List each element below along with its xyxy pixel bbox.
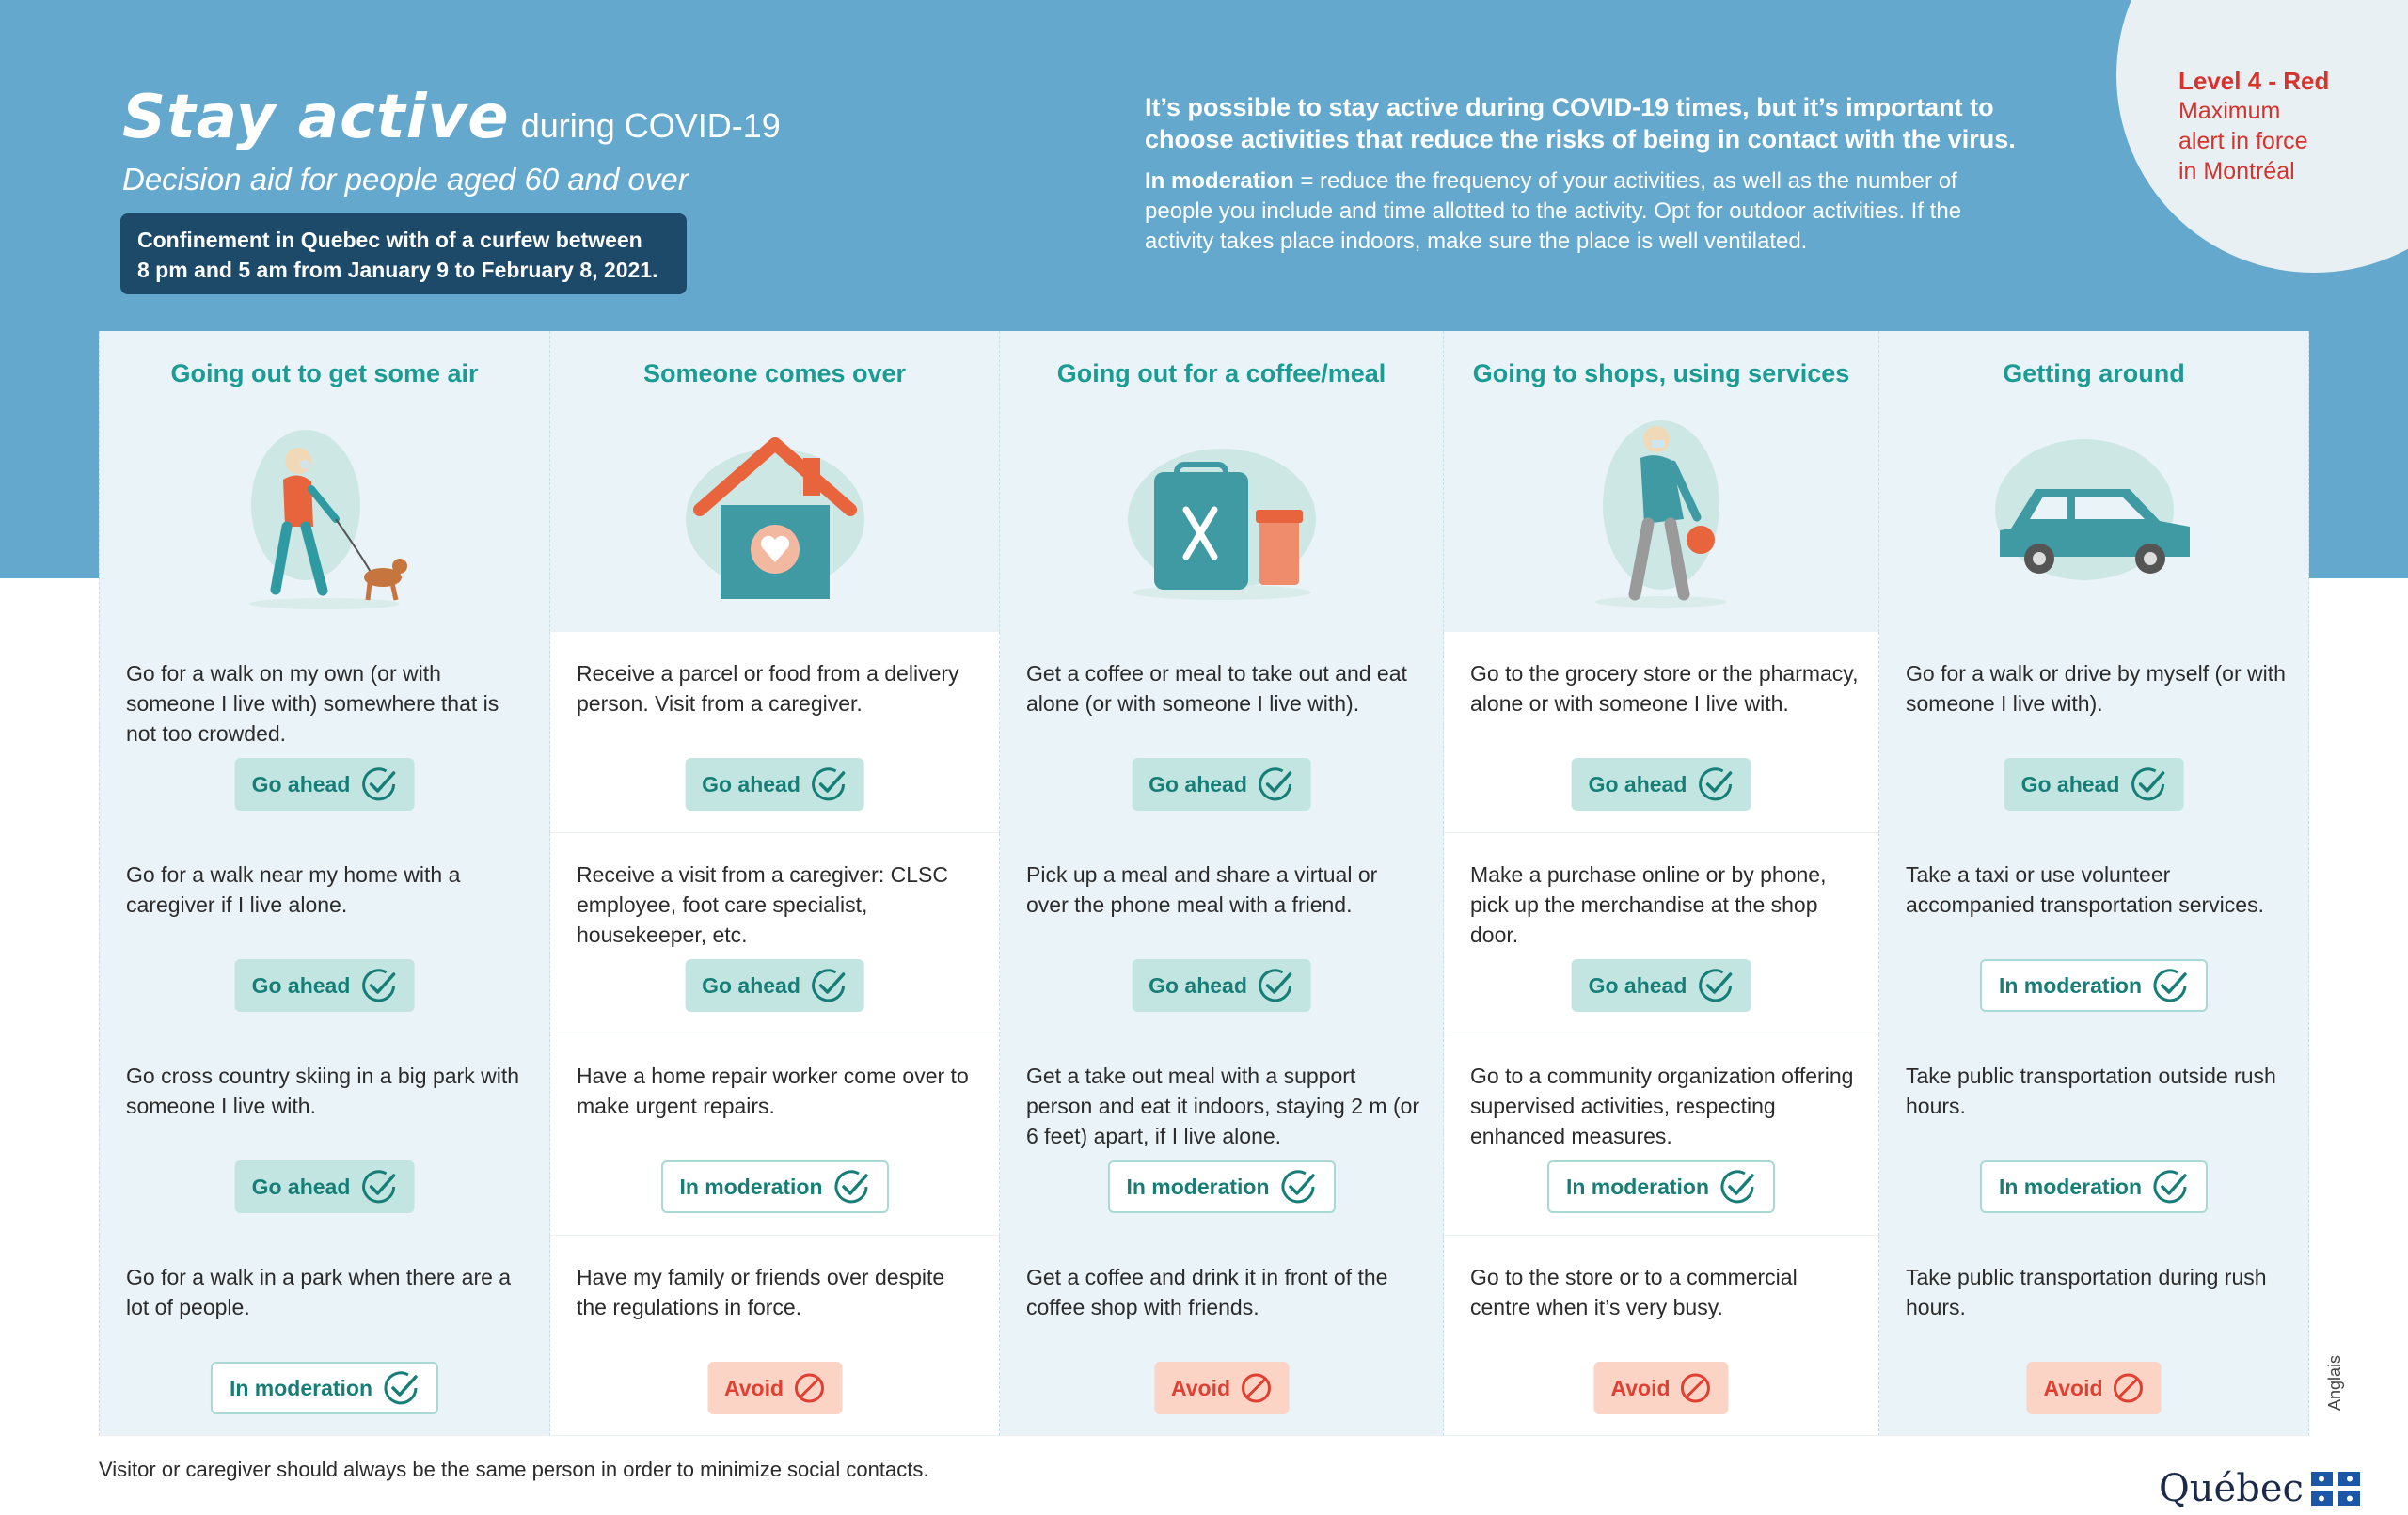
intro-block	[1145, 91, 2029, 257]
activity-text: Go for a walk in a park when there are a lot of people.	[126, 1265, 512, 1319]
check-circle-icon	[1719, 1168, 1756, 1206]
title-main: Stay active	[122, 83, 510, 152]
badge-label: Go ahead	[251, 972, 351, 998]
check-circle-icon	[832, 1168, 870, 1206]
badge-label: Avoid	[1170, 1375, 1231, 1400]
column-header	[99, 331, 550, 632]
check-circle-icon	[810, 967, 848, 1004]
go-ahead-badge	[1132, 959, 1311, 1012]
badge-label: Avoid	[2043, 1375, 2103, 1400]
activity-text: Make a purchase online or by phone, pick up the merchandise at the shop door.	[1470, 862, 1827, 947]
activity-text: Receive a visit from a caregiver: CLSC employee, foot care specialist, housekeeper, etc.	[577, 862, 948, 947]
column-header	[1000, 331, 1444, 632]
alert-level-line: Maximum	[2178, 98, 2281, 124]
activity-text: Go for a walk or drive by myself (or with someone I live with).	[1906, 661, 2286, 716]
badge-label: In moderation	[229, 1375, 373, 1400]
takeout-bag-coffee-icon	[1000, 416, 1443, 613]
check-circle-icon	[1279, 1168, 1317, 1206]
activity-cell	[99, 833, 550, 1034]
badge-label: In moderation	[1565, 1174, 1710, 1199]
badge-label: Go ahead	[251, 1174, 351, 1199]
activity-text: Pick up a meal and share a virtual or over the phone meal with a friend.	[1026, 862, 1378, 917]
avoid-badge	[707, 1362, 842, 1414]
check-circle-icon	[1257, 967, 1294, 1004]
activity-cell	[1879, 833, 2309, 1034]
go-ahead-badge	[685, 758, 864, 811]
activity-text: Take public transportation during rush hours.	[1906, 1265, 2267, 1319]
activity-text: Go cross country skiing in a big park with someone I live with.	[126, 1064, 520, 1118]
alert-level-title: Level 4 - Red	[2178, 67, 2330, 95]
badge-label: In moderation	[1126, 1174, 1270, 1199]
title-tail: during COVID-19	[520, 106, 781, 145]
page-subtitle: Decision aid for people aged 60 and over	[122, 162, 689, 197]
check-circle-icon	[810, 765, 848, 803]
activity-text: Get a coffee or meal to take out and eat alone (or with someone I live with).	[1026, 661, 1407, 716]
badge-label: Go ahead	[1588, 972, 1687, 998]
activity-text: Go to a community organization offering supervised activities, respecting enhanced measures.	[1470, 1064, 1854, 1148]
avoid-icon	[793, 1372, 825, 1404]
badge-label: Avoid	[723, 1375, 784, 1400]
activity-cell	[1879, 1236, 2309, 1436]
avoid-badge	[1593, 1362, 1728, 1414]
footnote: Visitor or caregiver should always be the same person in order to minimize social contacts.	[99, 1458, 929, 1481]
column-title: Going out to get some air	[170, 359, 479, 387]
activity-grid	[99, 331, 2309, 1436]
column-title: Going to shops, using services	[1472, 359, 1850, 387]
activity-cell	[1879, 1034, 2309, 1236]
go-ahead-badge	[685, 959, 864, 1012]
avoid-icon	[1240, 1372, 1272, 1404]
car-icon	[1879, 416, 2308, 613]
moderation-definition	[1145, 166, 2029, 257]
badge-label: Go ahead	[2020, 771, 2120, 797]
badge-label: Go ahead	[702, 771, 800, 797]
activity-text: Take a taxi or use volunteer accompanied transportation services.	[1906, 862, 2264, 917]
activity-cell	[1000, 1236, 1444, 1436]
check-circle-icon	[2151, 1168, 2189, 1206]
go-ahead-badge	[2004, 758, 2184, 811]
avoid-badge	[1154, 1362, 1289, 1414]
activity-text: Go to the store or to a commercial centre when it’s very busy.	[1470, 1265, 1798, 1319]
activity-cell	[1000, 833, 1444, 1034]
check-circle-icon	[382, 1369, 420, 1407]
curfew-line: 8 pm and 5 am from January 9 to February 8, 2021.	[137, 258, 658, 282]
activity-cell	[550, 632, 1000, 833]
quebec-flag-icon	[2311, 1472, 2360, 1506]
activity-text: Get a take out meal with a support person and eat it indoors, staying 2 m (or 6 feet) apart, if I live alone.	[1026, 1064, 1420, 1148]
check-circle-icon	[1696, 967, 1734, 1004]
activity-cell	[1000, 632, 1444, 833]
curfew-notice	[120, 213, 687, 294]
alert-level-line: in Montréal	[2178, 158, 2295, 184]
check-circle-icon	[2129, 765, 2166, 803]
activity-cell	[1000, 1034, 1444, 1236]
column-title: Getting around	[2003, 359, 2185, 387]
check-circle-icon	[359, 1168, 397, 1206]
alert-level-line: alert in force	[2178, 128, 2308, 154]
activity-cell	[550, 1034, 1000, 1236]
curfew-line: Confinement in Quebec with of a curfew between	[137, 228, 642, 252]
activity-cell	[99, 632, 550, 833]
quebec-wordmark: Québec	[2159, 1467, 2304, 1510]
check-circle-icon	[1257, 765, 1294, 803]
moderation-term: In moderation	[1145, 168, 1294, 194]
column-title: Someone comes over	[642, 359, 907, 387]
go-ahead-badge	[235, 1160, 415, 1213]
quebec-logo	[2159, 1467, 2360, 1510]
column-title: Going out for a coffee/meal	[1056, 359, 1386, 387]
shopper-mask-icon	[1444, 416, 1878, 613]
avoid-icon	[1680, 1372, 1712, 1404]
badge-label: Go ahead	[1588, 771, 1687, 797]
column-header	[550, 331, 1000, 632]
avoid-badge	[2026, 1362, 2161, 1414]
check-circle-icon	[359, 765, 397, 803]
alert-level	[2178, 66, 2404, 186]
column-header	[1879, 331, 2309, 632]
badge-label: In moderation	[1998, 972, 2143, 998]
intro-heading: It’s possible to stay active during COVID-19 times, but it’s important to choose activities that reduce the risks of being in contact with the virus.	[1145, 93, 2016, 153]
in-moderation-badge	[1980, 959, 2208, 1012]
column-header	[1444, 331, 1879, 632]
badge-label: Go ahead	[1149, 972, 1247, 998]
activity-cell	[1879, 632, 2309, 833]
activity-text: Take public transportation outside rush hours.	[1906, 1064, 2276, 1118]
activity-text: Go for a walk near my home with a caregiver if I live alone.	[126, 862, 461, 917]
activity-cell	[1444, 1034, 1879, 1236]
avoid-icon	[2113, 1372, 2145, 1404]
activity-cell	[99, 1034, 550, 1236]
check-circle-icon	[359, 967, 397, 1004]
activity-cell	[99, 1236, 550, 1436]
activity-text: Receive a parcel or food from a delivery person. Visit from a caregiver.	[577, 661, 959, 716]
in-moderation-badge	[211, 1362, 438, 1414]
go-ahead-badge	[1132, 758, 1311, 811]
activity-cell	[1444, 1236, 1879, 1436]
badge-label: Go ahead	[702, 972, 800, 998]
in-moderation-badge	[1980, 1160, 2208, 1213]
language-label: Anglais	[2325, 1354, 2344, 1411]
go-ahead-badge	[235, 758, 415, 811]
in-moderation-badge	[660, 1160, 888, 1213]
badge-label: In moderation	[1998, 1174, 2143, 1199]
page-title	[122, 83, 781, 152]
activity-text: Go to the grocery store or the pharmacy, alone or with someone I live with.	[1470, 661, 1859, 716]
activity-cell	[550, 1236, 1000, 1436]
activity-cell	[1444, 833, 1879, 1034]
badge-label: Avoid	[1610, 1375, 1671, 1400]
check-circle-icon	[1696, 765, 1734, 803]
badge-label: Go ahead	[251, 771, 351, 797]
activity-text: Have my family or friends over despite the regulations in force.	[577, 1265, 945, 1319]
activity-cell	[550, 833, 1000, 1034]
activity-text: Go for a walk on my own (or with someone I live with) somewhere that is not too crowded.	[126, 661, 499, 746]
activity-cell	[1444, 632, 1879, 833]
check-circle-icon	[2151, 967, 2189, 1004]
moderation-text: = reduce the frequency of your activities, as well as the number of people you include and time allotted to the activity. Opt for outdoor activities. If the activity takes place indoors, make sure the place is well ventilated.	[1145, 168, 1962, 254]
go-ahead-badge	[235, 959, 415, 1012]
go-ahead-badge	[1572, 758, 1751, 811]
in-moderation-badge	[1107, 1160, 1335, 1213]
activity-text: Get a coffee and drink it in front of the coffee shop with friends.	[1026, 1265, 1388, 1319]
go-ahead-badge	[1572, 959, 1751, 1012]
activity-text: Have a home repair worker come over to make urgent repairs.	[577, 1064, 969, 1118]
badge-label: In moderation	[679, 1174, 823, 1199]
in-moderation-badge	[1547, 1160, 1775, 1213]
walking-dog-icon	[100, 416, 549, 613]
badge-label: Go ahead	[1149, 771, 1247, 797]
house-heart-icon	[550, 416, 999, 613]
